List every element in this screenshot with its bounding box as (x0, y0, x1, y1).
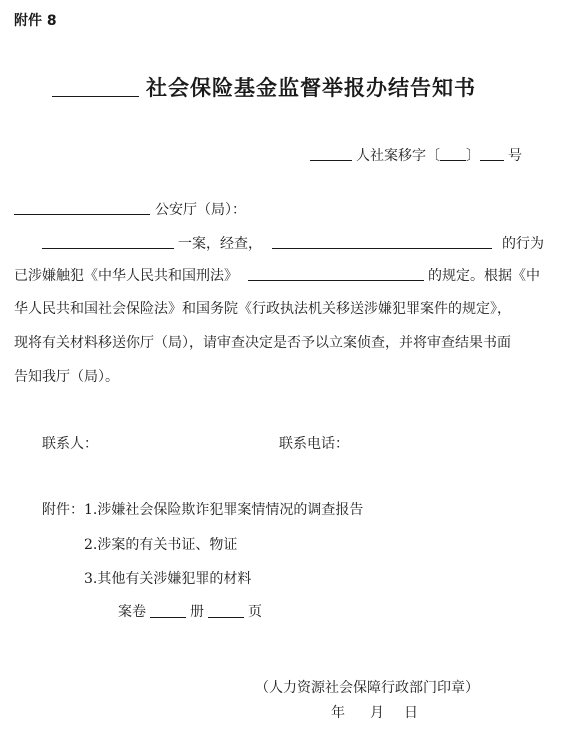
doc-number-blank-1[interactable] (310, 160, 352, 161)
attachment-label: 附件 8 (14, 13, 57, 29)
paragraph-line4: 现将有关材料移送你厅（局），请审查决定是否予以立案侦查，并将审查结果书面 (14, 335, 511, 351)
case-name-blank[interactable] (42, 248, 174, 249)
paragraph-line1-mid: 一案，经查， (178, 236, 262, 252)
attachment-item-1: 1.涉嫌社会保险欺诈犯罪案情情况的调查报告 (84, 502, 364, 518)
date-month: 月 (370, 705, 384, 721)
paragraph-line1-end: 的行为 (502, 236, 544, 252)
doc-number-text: 人社案移字〔 (356, 148, 440, 164)
addressee-suffix: 公安厅（局）： (155, 202, 246, 218)
violation-blank[interactable] (272, 248, 492, 249)
paragraph-line2-end: 的规定。根据《中 (428, 268, 540, 284)
doc-number-blank-2[interactable] (480, 160, 504, 161)
page-count-blank[interactable] (208, 617, 244, 618)
attachments-label: 附件： (42, 502, 84, 518)
attachment-item-2: 2.涉案的有关书证、物证 (84, 537, 238, 553)
paragraph-line2-start: 已涉嫌触犯《中华人民共和国刑法》 (14, 268, 238, 284)
doc-number-blank-year[interactable] (440, 160, 466, 161)
contact-person-label: 联系人： (42, 436, 98, 452)
doc-number-close-bracket: 〕 (466, 148, 480, 164)
contact-phone-label: 联系电话： (279, 436, 349, 452)
paragraph-line5: 告知我厅（局）。 (14, 369, 119, 385)
attachment-item-3: 3.其他有关涉嫌犯罪的材料 (84, 571, 252, 587)
date-year: 年 (331, 705, 345, 721)
volume-suffix: 页 (248, 604, 262, 620)
criminal-law-article-blank[interactable] (248, 280, 424, 281)
doc-number-suffix: 号 (508, 148, 522, 164)
paragraph-line3: 华人民共和国社会保险法》和国务院《行政执法机关移送涉嫌犯罪案件的规定》， (14, 301, 511, 317)
volume-mid: 册 (190, 604, 204, 620)
volume-prefix: 案卷 (118, 604, 146, 620)
date-day: 日 (404, 705, 418, 721)
title-blank-line[interactable] (52, 96, 139, 97)
volume-count-blank[interactable] (150, 617, 186, 618)
seal-text: （人力资源社会保障行政部门印章） (255, 680, 479, 696)
page-title: 社会保险基金监督举报办结告知书 (146, 75, 476, 100)
addressee-blank[interactable] (14, 214, 150, 215)
